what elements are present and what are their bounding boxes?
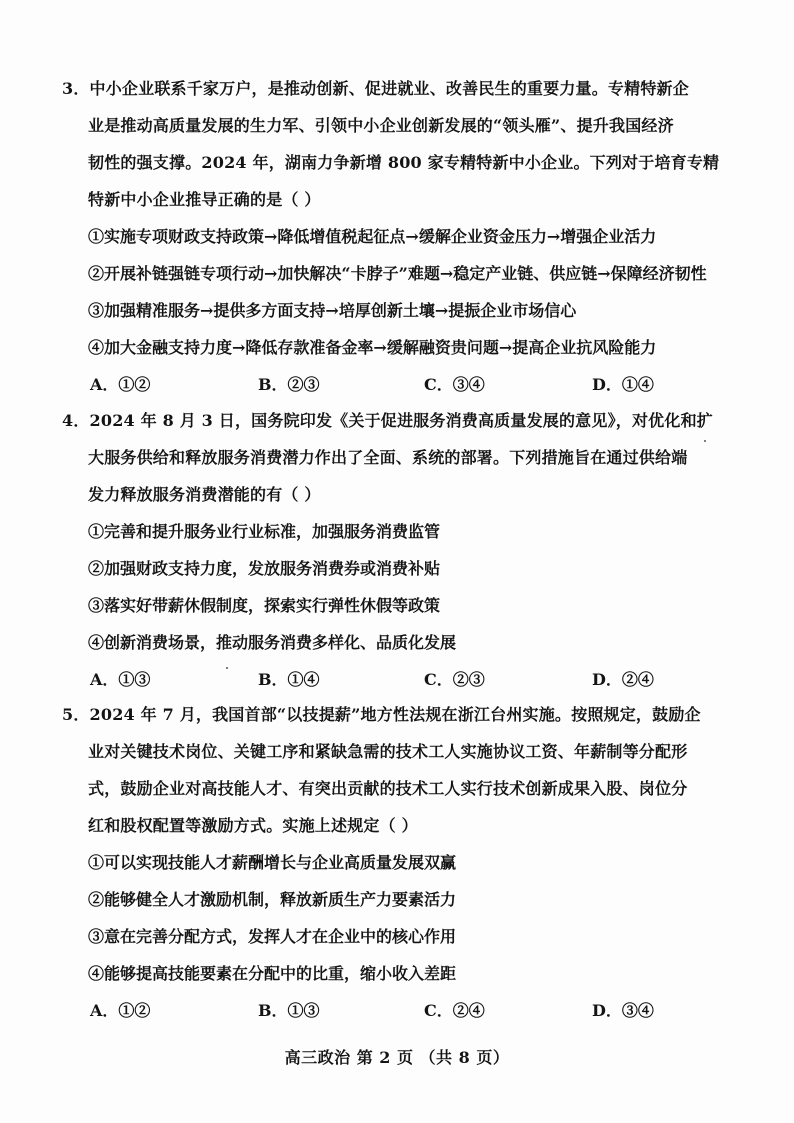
question-3-option-2: ②开展补链强链专项行动→加快解决“卡脖子”难题→稳定产业链、供应链→保障经济韧性: [88, 264, 707, 283]
question-5-stem-line-3: 式，鼓励企业对高技能人才、有突出贡献的技术工人实行技术创新成果入股、岗位分: [88, 779, 688, 798]
question-4-option-4: ④创新消费场景，推动服务消费多样化、品质化发展: [88, 633, 457, 652]
question-4-stem-line-1: 4．2024 年 8 月 3 日，国务院印发《关于促进服务消费高质量发展的意见》，对优化和扩: [62, 411, 713, 430]
question-4-stem-line-2: 大服务供给和释放服务消费潜力作出了全面、系统的部署。下列措施旨在通过供给端: [88, 448, 688, 467]
question-3-choice-d: D．①④: [592, 375, 654, 394]
page-footer: 高三政治 第 2 页 （共 8 页）: [284, 1048, 510, 1067]
question-5-choice-c: C．②④: [424, 1001, 485, 1020]
scan-speck: [226, 667, 228, 669]
question-3-stem-line-4: 特新中小企业推导正确的是（ ）: [88, 190, 321, 209]
question-4-option-3: ③落实好带薪休假制度，探索实行弹性休假等政策: [88, 596, 441, 615]
question-4-stem-line-3: 发力释放服务消费潜能的有（ ）: [88, 485, 321, 504]
question-4-option-2: ②加强财政支持力度，发放服务消费券或消费补贴: [88, 559, 441, 578]
question-4-choice-a: A．①③: [90, 670, 151, 689]
question-3-stem-line-3: 韧性的强支撑。2024 年，湖南力争新增 800 家专精特新中小企业。下列对于培育专精: [88, 153, 720, 172]
question-3-choice-a: A．①②: [90, 375, 151, 394]
question-5-stem-line-4: 红和股权配置等激励方式。实施上述规定（ ）: [88, 816, 418, 835]
question-5: [62, 696, 722, 1029]
question-4-choice-c: C．②③: [424, 670, 485, 689]
question-4-choices: [62, 661, 722, 698]
question-3-choice-b: B．②③: [258, 375, 320, 394]
question-3-option-3: ③加强精准服务→提供多方面支持→培厚创新土壤→提振企业市场信心: [88, 301, 577, 320]
question-5-choice-d: D．③④: [592, 1001, 654, 1020]
question-3-option-1: ①实施专项财政支持政策→降低增值税起征点→缓解企业资金压力→增强企业活力: [88, 227, 657, 246]
question-5-option-2: ②能够健全人才激励机制，释放新质生产力要素活力: [88, 890, 457, 909]
question-5-option-4: ④能够提高技能要素在分配中的比重，缩小收入差距: [88, 964, 457, 983]
question-3-option-4: ④加大金融支持力度→降低存款准备金率→缓解融资贵问题→提高企业抗风险能力: [88, 338, 657, 357]
question-5-stem-line-1: 5．2024 年 7 月，我国首部“以技提薪”地方性法规在浙江台州实施。按照规定，鼓励企: [62, 705, 701, 724]
question-3-choice-c: C．③④: [424, 375, 485, 394]
question-3-stem-line-2: 业是推动高质量发展的生力军、引领中小企业创新发展的“领头雁”、提升我国经济: [88, 116, 674, 135]
question-5-stem-line-2: 业对关键技术岗位、关键工序和紧缺急需的技术工人实施协议工资、年薪制等分配形: [88, 742, 688, 761]
question-3-stem-line-1: 3．中小企业联系千家万户，是推动创新、促进就业、改善民生的重要力量。专精特新企: [62, 79, 689, 98]
question-5-choice-a: A．①②: [90, 1001, 151, 1020]
question-5-option-3: ③意在完善分配方式，发挥人才在企业中的核心作用: [88, 927, 457, 946]
question-4-choice-d: D．②④: [592, 670, 654, 689]
question-4-choice-b: B．①④: [258, 670, 320, 689]
question-5-choices: [62, 992, 722, 1029]
question-4-option-1: ①完善和提升服务业行业标准，加强服务消费监管: [88, 522, 441, 541]
question-3-choices: [62, 366, 722, 403]
question-5-option-1: ①可以实现技能人才薪酬增长与企业高质量发展双赢: [88, 853, 457, 872]
question-5-choice-b: B．①③: [258, 1001, 320, 1020]
question-4: [62, 402, 722, 698]
question-3: [62, 70, 722, 403]
scan-speck: [704, 440, 706, 442]
